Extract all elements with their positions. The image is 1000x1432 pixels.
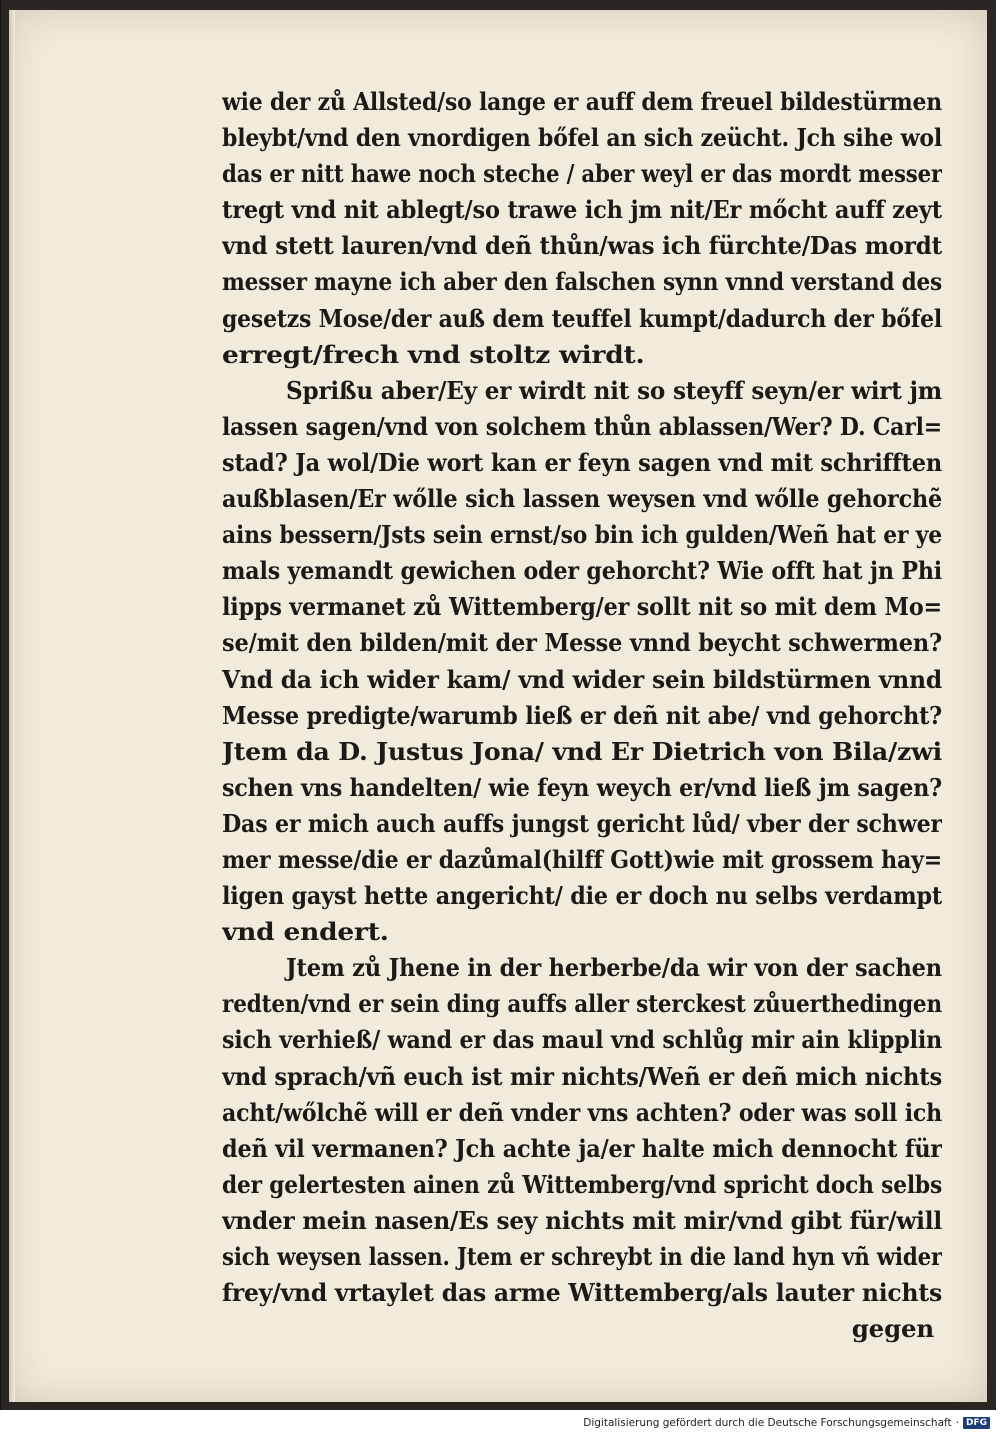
text-line: ains bessern/Jsts sein ernst/so bin ich gulden/Weñ hat er ye <box>222 520 942 550</box>
text-line: das er nitt hawe noch steche / aber weyl er das mordt messer <box>222 159 942 189</box>
text-line: ligen gayst hette angericht/ die er doch nu selbs verdampt <box>222 881 942 911</box>
footer-separator: · <box>955 1417 959 1429</box>
text-line: Das er mich auch auffs jungst gericht lůd/ vber der schwer <box>222 808 942 838</box>
footer-credit: Digitalisierung gefördert durch die Deutsche Forschungsgemeinschaft <box>583 1417 952 1429</box>
text-line: gesetzs Mose/der auß dem teuffel kumpt/dadurch der bőfel <box>222 303 942 333</box>
text-line: Messe predigte/warumb ließ er deñ nit abe/ vnd gehorcht? <box>222 700 942 730</box>
text-line: bleybt/vnd den vnordigen bőfel an sich zeücht. Jch sihe wol <box>222 123 942 153</box>
dfg-logo: DFG <box>963 1417 990 1429</box>
text-line: vnd endert. <box>222 917 389 947</box>
text-line: se/mit den bilden/mit der Messe vnnd beycht schwermen? <box>222 628 942 658</box>
text-line: stad? Ja wol/Die wort kan er feyn sagen vnd mit schrifften <box>222 447 942 477</box>
text-line: redten/vnd er sein ding auffs aller sterckest zůuerthedingen <box>222 989 942 1019</box>
text-line: vnd sprach/vñ euch ist mir nichts/Weñ er deñ mich nichts <box>222 1061 942 1091</box>
text-line: außblasen/Er wőlle sich lassen weysen vnd wőlle gehorchẽ <box>222 484 942 514</box>
text-line: lipps vermanet zů Wittemberg/er sollt nit so mit dem Mo= <box>222 592 942 622</box>
text-line: Sprißu aber/Ey er wirdt nit so steyff seyn/er wirt jm <box>286 375 942 405</box>
text-line: sich weysen lassen. Jtem er schreybt in die land hyn vñ wider <box>222 1242 942 1271</box>
text-line: der gelertesten ainen zů Wittemberg/vnd spricht doch selbs <box>222 1169 942 1199</box>
text-line: vnder mein nasen/Es sey nichts mit mir/vnd gibt für/will <box>222 1205 942 1235</box>
digitization-footer <box>583 1417 990 1429</box>
text-line: schen vns handelten/ wie feyn weych er/vnd ließ jm sagen? <box>222 772 942 802</box>
text-line: frey/vnd vrtaylet das arme Wittemberg/als lauter nichts <box>222 1278 942 1308</box>
text-line: mals yemandt gewichen oder gehorcht? Wie offt hat jn Phi <box>222 556 942 586</box>
text-line: deñ vil vermanen? Jch achte ja/er halte mich dennocht für <box>222 1133 942 1163</box>
catchword: gegen <box>851 1314 934 1344</box>
page-gutter <box>9 10 15 1402</box>
text-line: Vnd da ich wider kam/ vnd wider sein bildstürmen vnnd <box>222 664 942 694</box>
text-line: wie der zů Allsted/so lange er auff dem freuel bildestürmen <box>222 87 942 116</box>
text-line: tregt vnd nit ablegt/so trawe ich jm nit/Er mőcht auff zeyt <box>222 195 942 225</box>
text-line: acht/wőlchẽ will er deñ vnder vns achten? oder was soll ich <box>222 1097 942 1127</box>
text-line: mer messe/die er dazůmal(hilff Gott)wie mit grossem hay= <box>222 844 942 874</box>
text-line: Jtem zů Jhene in der herberbe/da wir von der sachen <box>286 953 942 983</box>
text-line: Jtem da D. Justus Jona/ vnd Er Dietrich von Bila/zwi <box>222 736 942 766</box>
text-line: messer mayne ich aber den falschen synn vnnd verstand des <box>222 267 942 297</box>
text-line: sich verhieß/ wand er das maul vnd schlůg mir ain klipplin <box>222 1025 942 1055</box>
text-line: vnd stett lauren/vnd deñ thůn/was ich fürchte/Das mordt <box>222 231 942 261</box>
text-line: lassen sagen/vnd von solchem thůn ablassen/Wer? D. Carl= <box>222 411 942 441</box>
text-line: erregt/frech vnd stoltz wirdt. <box>222 339 645 369</box>
page-text-block <box>222 84 942 1347</box>
